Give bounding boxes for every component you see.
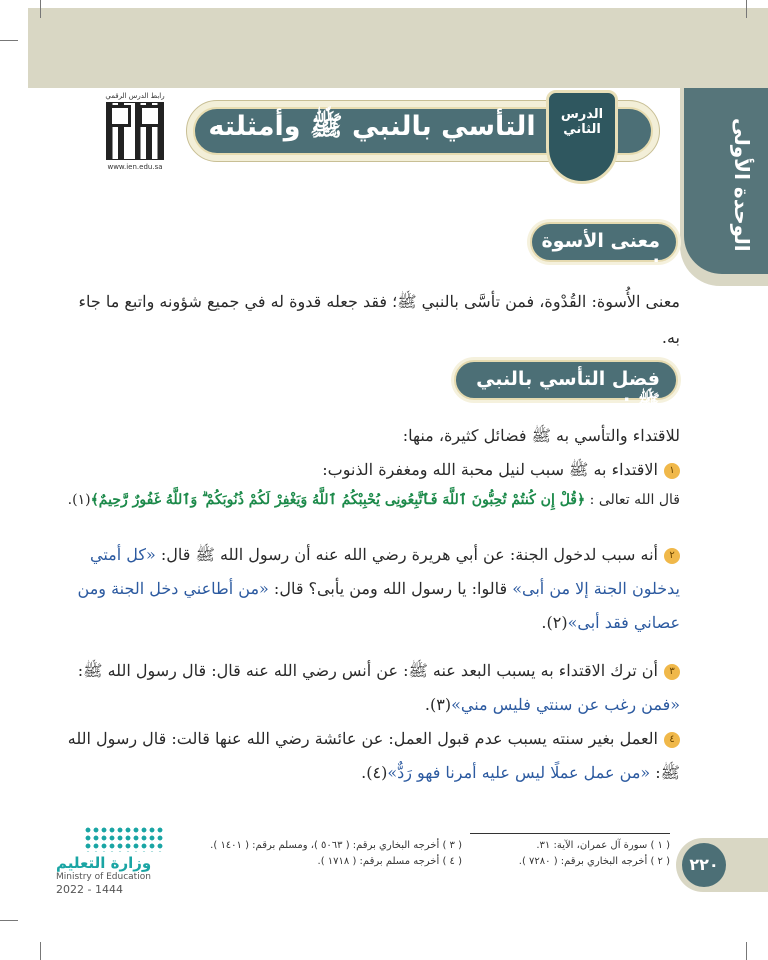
quran-verse-line <box>60 492 680 508</box>
footnote: ( ١ ) سورة آل عمران، الآية: ٣١. <box>536 840 670 851</box>
list-item <box>60 654 680 722</box>
footnote-divider <box>470 833 670 834</box>
crop-mark <box>0 920 18 921</box>
item-text: أنه سبب لدخول الجنة: عن أبي هريرة رضي الله عنه أن رسول الله ﷺ قال: <box>155 545 658 564</box>
page-number: ٢٢٠ <box>682 843 726 887</box>
list-item <box>60 460 680 483</box>
crop-mark <box>746 942 747 960</box>
qr-url: www.ien.edu.sa <box>107 163 163 171</box>
footnote: ( ٣ ) أخرجه البخاري برقم: ( ٥٠٦٣ )، ومسلم برقم: ( ١٤٠١ ). <box>210 840 462 851</box>
item-text: الاقتداء به ﷺ سبب لنيل محبة الله ومغفرة الذنوب: <box>322 460 658 479</box>
footnote: ( ٢ ) أخرجه البخاري برقم: ( ٧٢٨٠ ). <box>518 856 670 867</box>
ministry-name-ar: وزارة التعليم <box>56 854 152 872</box>
crop-mark <box>40 942 41 960</box>
hadith-text: «كل أمتي يدخلون الجنة إلا من أبى» <box>90 545 680 598</box>
lesson-badge-line2: الثاني <box>563 122 601 137</box>
top-decorative-band <box>28 8 768 88</box>
crop-mark <box>40 0 41 18</box>
hadith-text: «فمن رغب عن سنتي فليس مني» <box>451 695 680 714</box>
lesson-title: التأسي بالنبي ﷺ وأمثلته <box>208 111 536 142</box>
hadith-text: «من عمل عملًا ليس عليه أمرنا فهو رَدٌّ» <box>387 763 651 782</box>
qr-label: رابط الدرس الرقمي <box>105 92 165 100</box>
ministry-logo <box>56 826 166 896</box>
lesson-badge-line1: الدرس <box>560 107 604 122</box>
ministry-dots-icon <box>84 826 164 852</box>
quran-verse: ﴿قُلْ إِن كُنتُمْ تُحِبُّونَ ٱللَّهَ فَٱتَّبِعُونِى يُحْبِبْكُمُ ٱللَّهُ وَيَغْفِرْ لَكُمْ ذُنُوبَكُمْ ۗ وَٱللَّهُ غَفُورٌ رَّحِيمٌ﴾ <box>90 492 586 508</box>
footnote-ref: (١). <box>67 492 91 508</box>
item-number: ٤ <box>664 732 680 748</box>
crop-mark <box>0 40 18 41</box>
unit-label: الوحدة الأولى <box>730 118 754 252</box>
digital-lesson-qr[interactable] <box>98 92 172 176</box>
ministry-name-en: Ministry of Education <box>56 872 151 882</box>
item-number: ٣ <box>664 664 680 680</box>
section-header-meaning <box>530 222 678 274</box>
qr-code-icon[interactable] <box>106 102 164 160</box>
footnote-ref: (٢). <box>541 613 568 632</box>
footnote-ref: (٣). <box>424 695 452 714</box>
item-text-mid: قالوا: يا رسول الله ومن يأبى؟ قال: <box>268 579 513 598</box>
item-number: ٢ <box>664 548 680 564</box>
quote-prefix: قال الله تعالى : <box>585 492 680 508</box>
edition-year: 2022 - 1444 <box>56 883 123 896</box>
section-heading: فضل التأسي بالنبي ﷺ : <box>476 368 660 413</box>
crop-mark <box>746 0 747 18</box>
lesson-number-badge <box>546 90 618 184</box>
virtue-intro: للاقتداء والتأسي به ﷺ فضائل كثيرة، منها: <box>402 426 680 445</box>
meaning-paragraph: معنى الأُسوة: القُدْوة، فمن تأسَّى بالنبي ﷺ؛ فقد جعله قدوة له في جميع شؤونه واتبع ما جاء به. <box>78 292 680 347</box>
item-text: العمل بغير سنته يسبب عدم قبول العمل: عن عائشة رضي الله عنها قالت: قال رسول الله ﷺ: <box>67 729 680 782</box>
list-item <box>60 538 680 640</box>
footnote: ( ٤ ) أخرجه مسلم برقم: ( ١٧١٨ ). <box>317 856 462 867</box>
item-text: أن ترك الاقتداء به يسبب البعد عنه ﷺ: عن أنس رضي الله عنه قال: قال رسول الله ﷺ: <box>77 661 658 680</box>
section-header-virtue <box>454 360 678 413</box>
hadith-text: «من أطاعني دخل الجنة ومن عصاني فقد أبى» <box>77 579 680 632</box>
section-heading: معنى الأسوة : <box>541 230 660 274</box>
item-number: ١ <box>664 463 680 479</box>
footnote-ref: (٤). <box>361 763 388 782</box>
list-item <box>60 722 680 790</box>
